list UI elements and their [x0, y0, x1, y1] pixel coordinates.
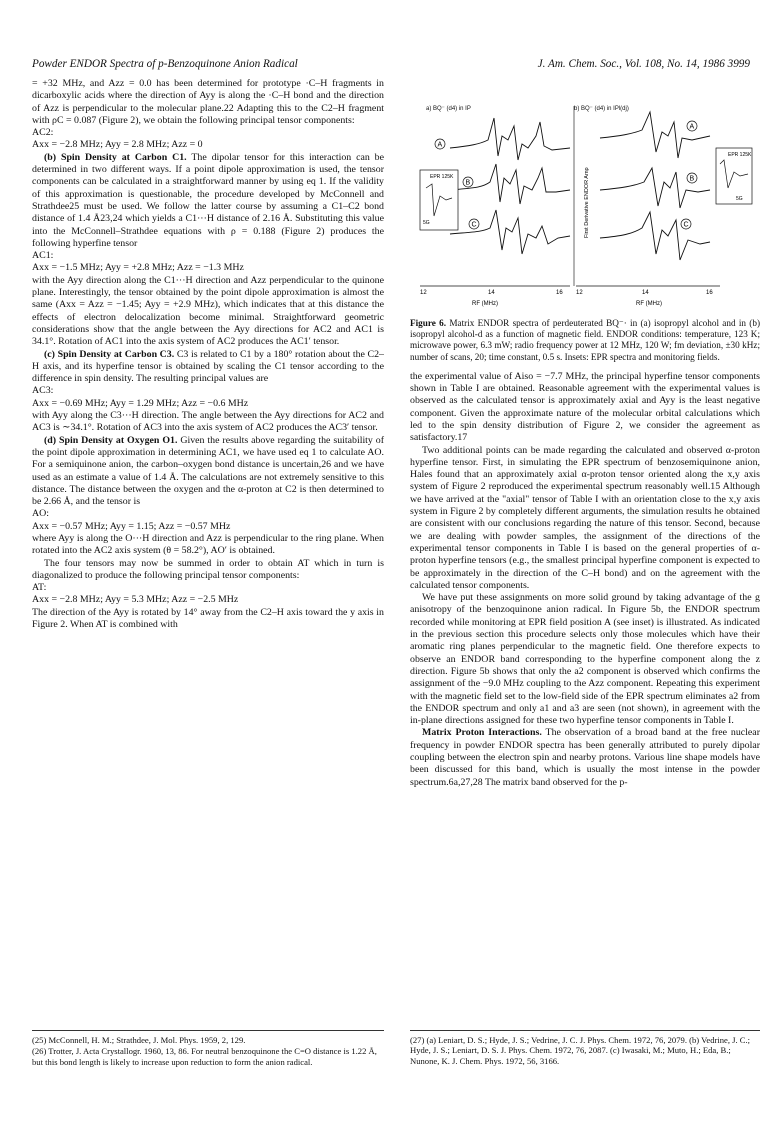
spectrum-b-C: [600, 212, 710, 260]
panel-a-title: a) BQ⁻ (d4) in IP: [426, 106, 471, 112]
paragraph: (c) Spin Density at Carbon C3. C3 is related to C1 by a 180° rotation about the C2–H axis, and its hyperfine tensor is obtained by scaling the C1 tensor according to the difference in spin density. The resulting principal values are: [32, 348, 384, 385]
paragraph: with Ayy along the C3···H direction. The angle between the Ayy directions for AC2 and AC3 is ∼34.1°. Rotation of AC3 into the axis system of AC2 produces the AC3′ tensor.: [32, 410, 384, 434]
paragraph: (b) Spin Density at Carbon C1. The dipolar tensor for this interaction can be determined in two different ways. If a point dipole approximation is used, the tensor components can be calculated in a straightforward manner by using eq 1. If the validity of this approximation is questionable, the procedure developed by McConnell and Strathdee25 must be used. We follow the latter course by assuming a C1–C2 bond distance of 1.4 Å23,24 which yields a C1···H distance of 2.16 Å. Substituting this value into the McConnell–Strathdee equations with ρ = 0.188 (Figure 2) produces the following hyperfine tensor: [32, 151, 384, 249]
paragraph: the experimental value of Aiso = −7.7 MHz, the principal hyperfine tensor components shown in Table I are obtained. Reasonable agreement with the experimental values is observed as the calculated tensor is approximately axial and Ayy is the least negative component. Given the approximate nature of the molecular orbital calculations which led to the spin density distribution of Figure 2, we consider the agreement as satisfactory.17: [410, 370, 760, 444]
tick-a-12: 12: [420, 290, 427, 296]
trace-label-b-a: A: [689, 123, 695, 131]
endor-spectra-figure: [410, 78, 760, 318]
trace-label-a: A: [437, 141, 443, 149]
spectrum-a-A: [450, 118, 570, 160]
tensor-label: AC2:: [32, 127, 54, 139]
footnote-rule: [410, 1030, 760, 1031]
footnote-rule: [32, 1030, 384, 1031]
paragraph: Two additional points can be made regarding the calculated and observed α-proton hyperfine tensor. First, in simulating the EPR spectrum of benzosemiquinone anion, Hales found that an approximately axial α-proton tensor oriented along the x,y axis system of Figure 2 reproduced the experimental spectrum reasonably well.15 Although we have arrived at the "axial" tensor of Table I with an orientation close to the x,y axis system in Figure 2 by completely different arguments, the simulation results he obtained are consistent with our conclusions regarding the nature of this tensor. Second, because we are dealing with powder samples, the assignment of the directions of the experimental tensor components in Table I is based on the general properties of α-proton hyperfine tensors (e.g., the smallest principal hyperfine component is expected to be approximately in the direction of the C–H bond) and on the agreement with the calculated tensor components.: [410, 444, 760, 591]
paragraph: We have put these assignments on more solid ground by taking advantage of the g anisotropy of the benzoquinone anion radical. In Figure 5b, the ENDOR spectrum recorded while monitoring at EPR field position A (see inset) is illustrated. As indicated in the previous section this procedure selects only those molecules which have their aromatic ring planes perpendicular to the magnetic field. One therefore expects to observe an ENDOR band corresponding to the hyperfine component along the z direction. Figure 5b shows that only the a2 component is observed which confirms the assignment of the −9.0 MHz coupling to the Azz component. Repeating this experiment with the magnetic field set to the low-field side of the EPR spectrum eliminates a2 from the ENDOR spectrum and only a1 and a3 are seen (not shown), in agreement with the in-plane directions assigned for these two hyperfine tensor components in Table I.: [410, 592, 760, 727]
tensor-label: AC1:: [32, 250, 54, 262]
running-header-title: Powder ENDOR Spectra of p-Benzoquinone Anion Radical: [32, 58, 298, 70]
trace-label-b-b: B: [689, 175, 695, 183]
paragraph: The direction of the Ayy is rotated by 14° away from the C2–H axis toward the y axis in Figure 2. When AT is combined with: [32, 606, 384, 631]
run-in-heading: (b) Spin Density at Carbon C1.: [44, 151, 187, 163]
tick-b-16: 16: [706, 290, 713, 296]
equation: Axx = −2.8 MHz; Ayy = 5.3 MHz; Azz = −2.5 MHz: [32, 594, 239, 606]
footnotes-left: [32, 1035, 384, 1068]
caption-lead: Figure 6.: [410, 318, 447, 328]
footnote: (25) McConnell, H. M.; Strathdee, J. Mol. Phys. 1959, 2, 129.: [32, 1035, 246, 1045]
spectrum-a-C: [450, 210, 570, 254]
trace-label-b: B: [465, 179, 471, 187]
section-heading: Matrix Proton Interactions.: [422, 727, 542, 739]
panel-b-title: b) BQ⁻ (d4) in IPl(dj): [574, 106, 629, 112]
equation: Axx = −0.69 MHz; Ayy = 1.29 MHz; Azz = −0.6 MHz: [32, 397, 249, 409]
tick-a-16: 16: [556, 290, 563, 296]
footnote: (27) (a) Leniart, D. S.; Hyde, J. S.; Vedrine, J. C. J. Phys. Chem. 1972, 76, 2079. (b) Vedrine, J. C.; Hyde, J. S.; Leniart, D. S. J. Phys. Chem. 1972, 76, 2087. (c) Iwasaki, M.; Muto, H.; Eda, B.; Nunone, K. J. Chem. Phys. 1972, 56, 3166.: [410, 1035, 751, 1066]
paragraph: (d) Spin Density at Oxygen O1. Given the results above regarding the suitability of the point dipole approximation in determining AC1, we have used eq 1 to calculate AO. For a semiquinone anion, the carbon–oxygen bond distance is uncertain,26 and we have used as an estimate a value of 1.4 Å. The calculations are not extremely sensitive to this distance. The distance between the oxygen and the α-proton at C2 is then determined to be 2.66 Å, and the tensor is: [32, 434, 385, 508]
inset-b-title: EPR 125K: [728, 152, 752, 158]
paragraph: Matrix Proton Interactions. The observation of a broad band at the free nuclear frequency in powder ENDOR spectra has been generally attributed to purely dipolar coupling between the electron spin and nearby protons. Various line shape models have been discussed for this band, which is usually the most intense in the powder spectrum.6a,27,28 The matrix band observed for the p-: [410, 727, 760, 788]
footnotes-right: [410, 1035, 760, 1067]
equation: Axx = −1.5 MHz; Ayy = +2.8 MHz; Azz = −1.3 MHz: [32, 262, 244, 274]
paragraph: with the Ayy direction along the C1···H direction and Azz perpendicular to the quinone plane. Interestingly, the tensor obtained by the point dipole approximation is almost the same (Axx = Azz = −1.45; Ayy = +2.9 MHz), which indicates that at this distance the effects of electron delocalization become minimal. Straightforward geometric considerations show that the angle between the Ayy directions for AC2 and AC1 is 34.1°. Rotation of AC1 into the axis system of AC2 produces the AC1′ tensor.: [32, 274, 384, 348]
tensor-label: AO:: [32, 508, 50, 520]
x-label-a: RF (MHz): [472, 301, 498, 307]
paragraph: = +32 MHz, and Azz = 0.0 has been determined for prototype ·C–H fragments in dicarboxylic acids where the direction of Ayy is along the ·C–H bond and the direction of Azz is perpendicular to the molecular plane.22 Adapting this to the C2–H fragment with ρC = 0.087 (Figure 2), we obtain the following principal tensor components:: [32, 78, 384, 126]
run-in-heading: (d) Spin Density at Oxygen O1.: [44, 434, 178, 446]
figure-6: [410, 78, 760, 318]
x-label-b: RF (MHz): [636, 301, 662, 307]
right-column: [410, 78, 760, 789]
spectrum-b-B: [600, 168, 710, 208]
tick-a-14: 14: [488, 290, 495, 296]
figure-caption: Figure 6. Matrix ENDOR spectra of perdeuterated BQ⁻· in (a) isopropyl alcohol and in (b) isopropyl alcohol-d as a function of magnetic field. ENDOR conditions: temperature, 123 K; microwave power, 6.3 mW; radio frequency power at 12 MHz, 120 W; fm deviation, ±30 kHz; number of scans, 20; time constant, 0.5 s. Insets: EPR spectra and monitoring fields.: [410, 318, 761, 362]
run-in-heading: (c) Spin Density at Carbon C3.: [44, 348, 175, 360]
inset-b-mark: 5G: [736, 196, 743, 202]
inset-a-title: EPR 125K: [430, 174, 454, 180]
left-column: [32, 78, 384, 631]
footnote: (26) Trotter, J. Acta Crystallogr. 1960, 13, 86. For neutral benzoquinone the C=O distance is 1.22 Å, but this bond length is likely to increase upon reduction to form the anion radical.: [32, 1046, 377, 1067]
inset-a-mark: 5G: [423, 220, 430, 226]
tick-b-12: 12: [576, 290, 583, 296]
spectrum-b-A: [600, 112, 710, 158]
tick-b-14: 14: [642, 290, 649, 296]
tensor-label: AT:: [32, 582, 47, 594]
tensor-label: AC3:: [32, 385, 54, 397]
paragraph: The four tensors may now be summed in order to obtain AT which in turn is diagonalized to produce the following principal tensor components:: [32, 557, 384, 581]
trace-label-c: C: [471, 221, 477, 229]
y-axis-label: First Derivative ENDOR Amp: [584, 167, 590, 238]
running-header-journal: J. Am. Chem. Soc., Vol. 108, No. 14, 1986 3999: [537, 58, 750, 70]
trace-label-b-c: C: [683, 221, 689, 229]
equation: Axx = −0.57 MHz; Ayy = 1.15; Azz = −0.57 MHz: [32, 520, 231, 532]
paragraph: where Ayy is along the O···H direction and Azz is perpendicular to the ring plane. When rotated into the AC2 axis system (θ = 58.2°), AO′ is obtained.: [32, 532, 384, 557]
equation: Axx = −2.8 MHz; Ayy = 2.8 MHz; Azz = 0: [32, 139, 203, 151]
